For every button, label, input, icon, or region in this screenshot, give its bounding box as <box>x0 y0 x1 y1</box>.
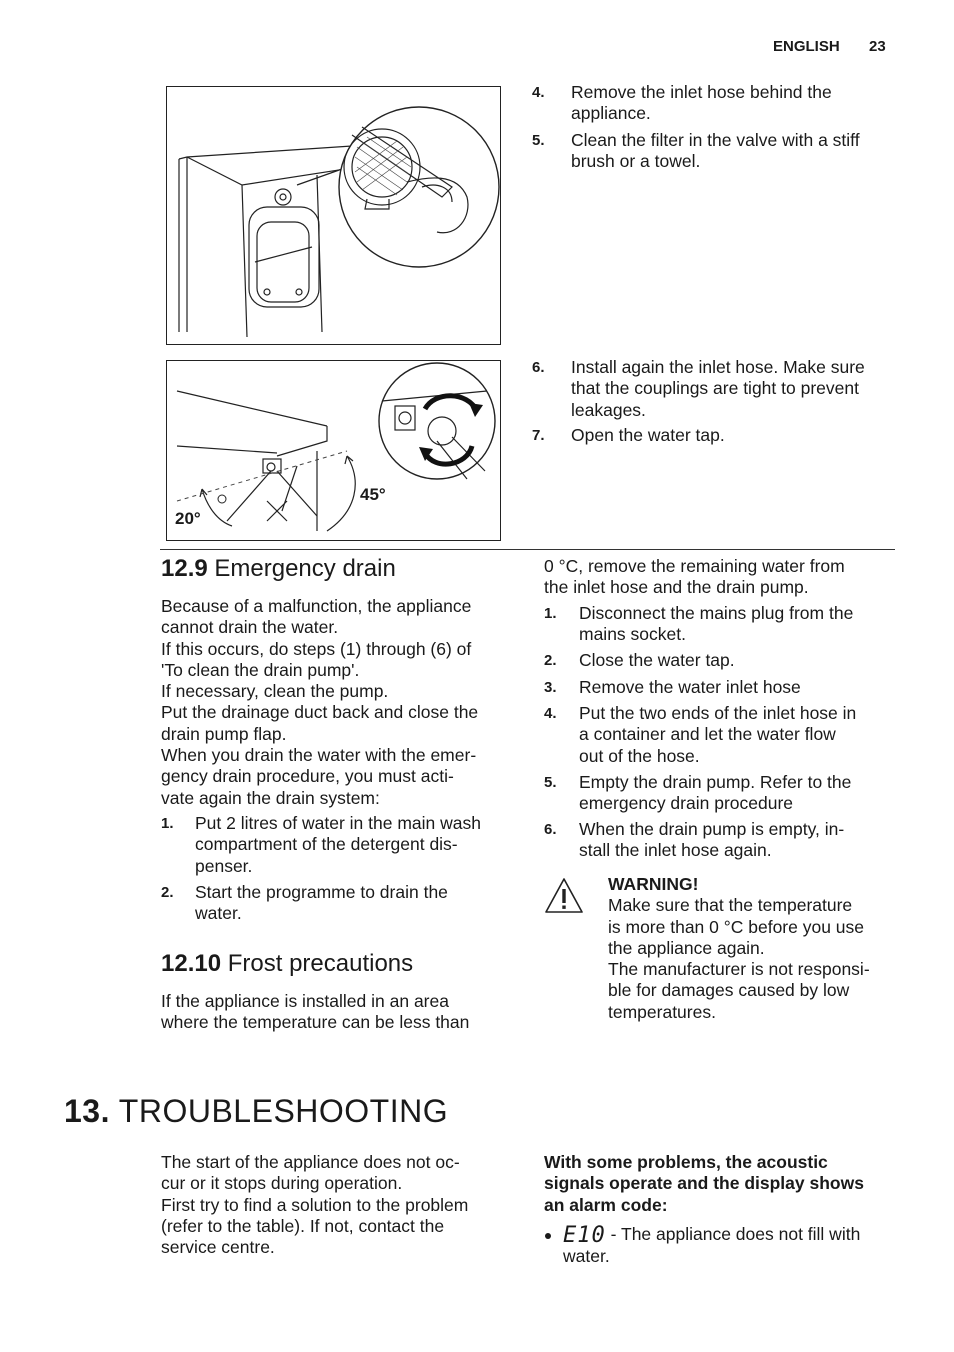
step-number: 5. <box>544 774 557 791</box>
step-number: 1. <box>161 815 174 832</box>
step-text <box>579 772 851 815</box>
step-text: Open the water tap. <box>571 425 725 445</box>
step-line: Disconnect the mains plug from the <box>579 603 854 623</box>
paragraph-line: where the temperature can be less than <box>161 1012 470 1033</box>
step-text <box>579 603 853 646</box>
step-line: mains socket. <box>579 624 686 645</box>
frost-paragraph <box>161 991 521 1034</box>
section-heading-frost-precautions <box>161 950 413 978</box>
step-number: 2. <box>544 652 557 669</box>
chapter-number: 13. <box>64 1093 110 1129</box>
step-text <box>579 677 801 698</box>
paragraph-line: service centre. <box>161 1237 275 1258</box>
alarm-code-line <box>563 1224 903 1246</box>
hose-angle-illustration <box>167 361 500 540</box>
step-number: 7. <box>532 427 545 444</box>
step-line: emergency drain procedure <box>579 793 794 814</box>
step-text <box>579 703 856 767</box>
paragraph-line: the inlet hose and the drain pump. <box>544 577 809 598</box>
paragraph-line: vate again the drain system: <box>161 787 380 808</box>
step-text <box>195 882 448 925</box>
running-header-language: ENGLISH <box>773 38 840 55</box>
paragraph-line: With some problems, the acoustic <box>544 1152 828 1172</box>
section-title: Frost precautions <box>227 950 414 977</box>
step-line: When the drain pump is empty, in- <box>579 819 845 839</box>
figure-inlet-filter <box>166 86 501 345</box>
step-number: 1. <box>544 605 557 622</box>
section-divider <box>160 549 895 550</box>
step-line: Remove the water inlet hose <box>579 677 801 697</box>
washing-machine-rear-illustration <box>167 87 500 344</box>
paragraph-line: cur or it stops during operation. <box>161 1173 403 1194</box>
step-text <box>579 650 735 671</box>
step-line: water. <box>195 903 242 924</box>
warning-line: The manufacturer is not responsi- <box>608 959 870 980</box>
alarm-code-description: - The appliance does not fill with <box>610 1224 861 1244</box>
paragraph-line: Because of a malfunction, the appliance <box>161 596 472 616</box>
step-number: 6. <box>544 821 557 838</box>
step-line: stall the inlet hose again. <box>579 840 772 861</box>
angle-label-right: 45° <box>360 485 386 504</box>
step-text: Remove the inlet hose behind the appliance. <box>571 82 832 124</box>
step-line: Put the two ends of the inlet hose in <box>579 703 857 723</box>
warning-line: Make sure that the temperature <box>608 895 853 916</box>
paragraph-line: (refer to the table). If not, contact the <box>161 1215 445 1236</box>
paragraph-line: signals operate and the display shows <box>544 1173 864 1194</box>
step-line: Empty the drain pump. Refer to the <box>579 772 852 792</box>
step-text <box>579 819 844 862</box>
step-line: Start the programme to drain the <box>195 882 448 902</box>
section-number: 12.10 <box>161 950 222 977</box>
step-number: 3. <box>544 679 557 696</box>
paragraph-line: cannot drain the water. <box>161 617 339 638</box>
step-text <box>195 813 481 877</box>
paragraph-line: drain pump flap. <box>161 723 287 744</box>
alarm-code-description-cont: water. <box>563 1246 610 1267</box>
chapter-title: TROUBLESHOOTING <box>118 1093 449 1129</box>
emergency-drain-paragraph <box>161 596 521 809</box>
paragraph-line: First try to find a solution to the problem <box>161 1194 469 1215</box>
step-text: Clean the filter in the valve with a stiff brush or a towel. <box>571 130 860 172</box>
paragraph-line: 'To clean the drain pump'. <box>161 659 360 680</box>
paragraph-line: 0 °C, remove the remaining water from <box>544 556 845 576</box>
step-line: compartment of the detergent dis- <box>195 834 458 855</box>
figure-hose-connection <box>166 360 501 541</box>
step-number: 5. <box>532 132 545 149</box>
step-line: penser. <box>195 855 253 876</box>
chapter-heading-troubleshooting <box>64 1093 448 1130</box>
section-number: 12.9 <box>161 555 208 582</box>
step-number: 6. <box>532 359 545 376</box>
step-line: out of the hose. <box>579 745 700 766</box>
warning-line: ble for damages caused by low <box>608 980 850 1001</box>
paragraph-line: an alarm code: <box>544 1194 668 1215</box>
step-number: 4. <box>544 705 557 722</box>
paragraph-line: If this occurs, do steps (1) through (6) of <box>161 638 472 659</box>
paragraph-line: Put the drainage duct back and close the <box>161 702 479 723</box>
alarm-code-item <box>563 1224 903 1268</box>
section-heading-emergency-drain <box>161 555 396 583</box>
troubleshooting-intro <box>161 1152 521 1258</box>
paragraph-line: If necessary, clean the pump. <box>161 681 389 702</box>
bullet-dot <box>545 1233 551 1239</box>
paragraph-line: gency drain procedure, you must acti- <box>161 766 454 787</box>
step-line: a container and let the water flow <box>579 724 836 745</box>
warning-title: WARNING! <box>608 874 699 894</box>
warning-block <box>608 874 903 1023</box>
page-number: 23 <box>869 38 886 55</box>
step-number: 4. <box>532 84 545 101</box>
paragraph-line: If the appliance is installed in an area <box>161 991 449 1011</box>
step-line: Close the water tap. <box>579 650 735 670</box>
section-title: Emergency drain <box>214 555 396 582</box>
warning-line: temperatures. <box>608 1001 716 1022</box>
warning-line: is more than 0 °C before you use <box>608 916 865 937</box>
alarm-intro <box>544 1152 904 1216</box>
step-text: Install again the inlet hose. Make sure that the couplings are tight to prevent leakages. <box>571 357 865 420</box>
warning-line: the appliance again. <box>608 937 765 958</box>
step-number: 2. <box>161 884 174 901</box>
warning-icon <box>544 877 584 915</box>
paragraph-line: When you drain the water with the emer- <box>161 745 477 766</box>
step-line: Put 2 litres of water in the main wash <box>195 813 481 833</box>
angle-label-left: 20° <box>175 509 201 528</box>
frost-paragraph-continued <box>544 556 894 599</box>
paragraph-line: The start of the appliance does not oc- <box>161 1152 460 1172</box>
alarm-code-display: E10 <box>563 1223 606 1248</box>
